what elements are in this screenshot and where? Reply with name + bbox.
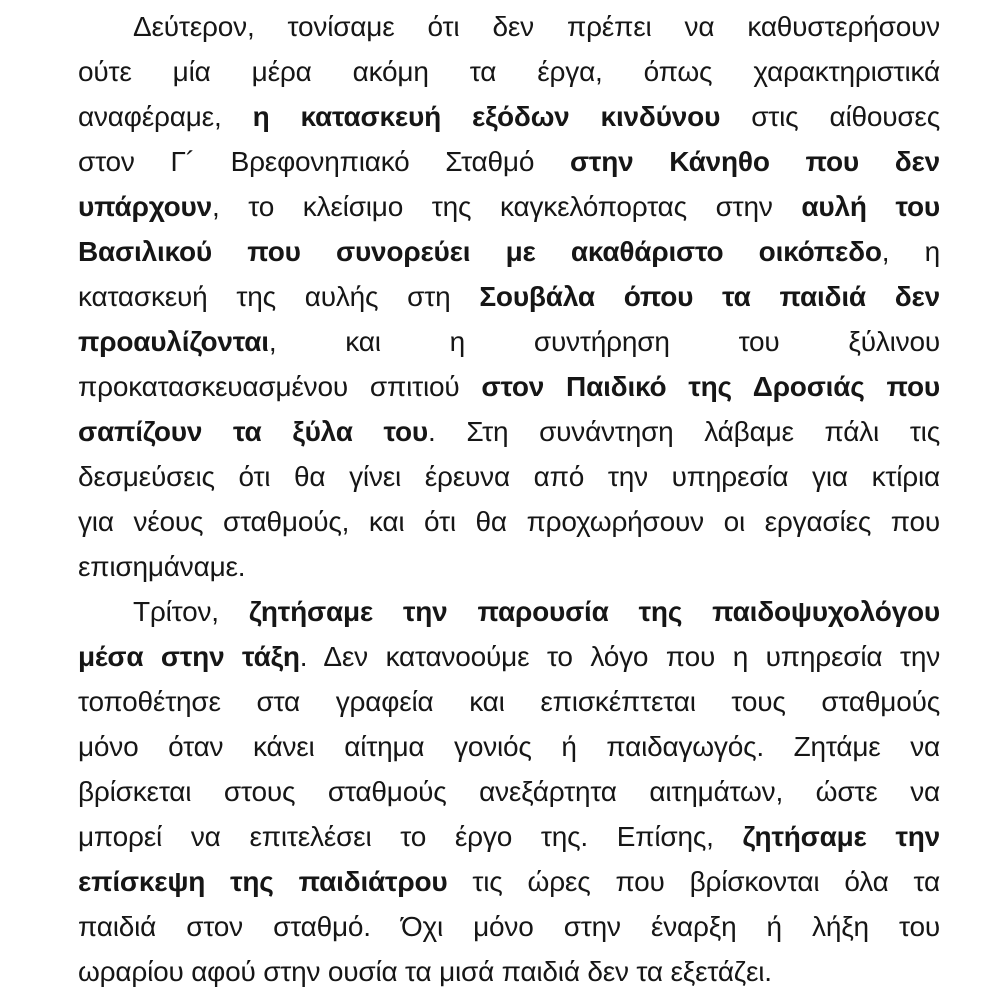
- text-line: [78, 679, 940, 724]
- bold-text-segment: προαυλίζονται: [78, 326, 269, 357]
- text-segment: , το κλείσιμο της καγκελόπορτας στην: [211, 191, 802, 222]
- text-line: [78, 229, 940, 274]
- text-line: [78, 724, 940, 769]
- text-segment: τις ώρες που βρίσκονται όλα τα: [447, 866, 940, 897]
- text-line: [78, 409, 940, 454]
- bold-text-segment: ζητήσαμε την παρουσία της παιδοψυχολόγου: [248, 596, 940, 627]
- text-segment: ούτε μία μέρα ακόμη τα έργα, όπως χαρακτηριστικά: [78, 56, 940, 87]
- text-segment: επισημάναμε.: [78, 551, 246, 582]
- text-line: [78, 49, 940, 94]
- text-segment: . Στη συνάντηση λάβαμε πάλι τις: [428, 416, 940, 447]
- text-line: [78, 589, 940, 634]
- text-line: [78, 634, 940, 679]
- text-line: [78, 904, 940, 949]
- text-segment: προκατασκευασμένου σπιτιού: [78, 371, 482, 402]
- paragraph: [78, 4, 940, 589]
- text-line: [78, 454, 940, 499]
- text-segment: αναφέραμε,: [78, 101, 253, 132]
- bold-text-segment: μέσα στην τάξη: [78, 641, 300, 672]
- text-segment: ωραρίου αφού στην ουσία τα μισά παιδιά δεν τα εξετάζει.: [78, 956, 772, 987]
- bold-text-segment: αυλή του: [801, 191, 940, 222]
- text-segment: μπορεί να επιτελέσει το έργο της. Επίσης,: [78, 821, 743, 852]
- text-line: [78, 949, 940, 994]
- text-segment: κατασκευή της αυλής στη: [78, 281, 480, 312]
- text-line: [78, 544, 940, 589]
- text-segment: παιδιά στον σταθμό. Όχι μόνο στην έναρξη ή λήξη του: [78, 911, 940, 942]
- text-line: [78, 769, 940, 814]
- text-line: [78, 4, 940, 49]
- text-segment: στον Γ´ Βρεφονηπιακό Σταθμό: [78, 146, 570, 177]
- paragraph: [78, 589, 940, 994]
- text-line: [78, 859, 940, 904]
- bold-text-segment: επίσκεψη της παιδιάτρου: [78, 866, 448, 897]
- text-line: [78, 364, 940, 409]
- text-segment: Τρίτον,: [133, 596, 249, 627]
- text-segment: Δεύτερον, τονίσαμε ότι δεν πρέπει να καθυστερήσουν: [133, 11, 940, 42]
- bold-text-segment: η κατασκευή εξόδων κινδύνου: [252, 101, 721, 132]
- text-segment: μόνο όταν κάνει αίτημα γονιός ή παιδαγωγός. Ζητάμε να: [78, 731, 940, 762]
- text-line: [78, 499, 940, 544]
- bold-text-segment: στον Παιδικό της Δροσιάς που: [481, 371, 940, 402]
- text-segment: τοποθέτησε στα γραφεία και επισκέπτεται τους σταθμούς: [78, 686, 940, 717]
- bold-text-segment: σαπίζουν τα ξύλα του: [78, 416, 428, 447]
- text-segment: δεσμεύσεις ότι θα γίνει έρευνα από την υπηρεσία για κτίρια: [78, 461, 940, 492]
- text-line: [78, 274, 940, 319]
- bold-text-segment: Βασιλικού που συνορεύει με ακαθάριστο οικόπεδο: [78, 236, 882, 267]
- text-line: [78, 184, 940, 229]
- bold-text-segment: στην Κάνηθο που δεν: [569, 146, 940, 177]
- text-segment: για νέους σταθμούς, και ότι θα προχωρήσουν οι εργασίες που: [78, 506, 940, 537]
- text-line: [78, 814, 940, 859]
- bold-text-segment: Σουβάλα όπου τα παιδιά δεν: [479, 281, 940, 312]
- bold-text-segment: υπάρχουν: [78, 191, 212, 222]
- text-segment: βρίσκεται στους σταθμούς ανεξάρτητα αιτημάτων, ώστε να: [78, 776, 940, 807]
- text-segment: , και η συντήρηση του ξύλινου: [268, 326, 940, 357]
- bold-text-segment: ζητήσαμε την: [742, 821, 941, 852]
- document-body: [78, 4, 940, 994]
- text-line: [78, 319, 940, 364]
- text-segment: , η: [881, 236, 941, 267]
- text-segment: στις αίθουσες: [720, 101, 941, 132]
- text-line: [78, 94, 940, 139]
- text-segment: . Δεν κατανοούμε το λόγο που η υπηρεσία την: [299, 641, 940, 672]
- text-line: [78, 139, 940, 184]
